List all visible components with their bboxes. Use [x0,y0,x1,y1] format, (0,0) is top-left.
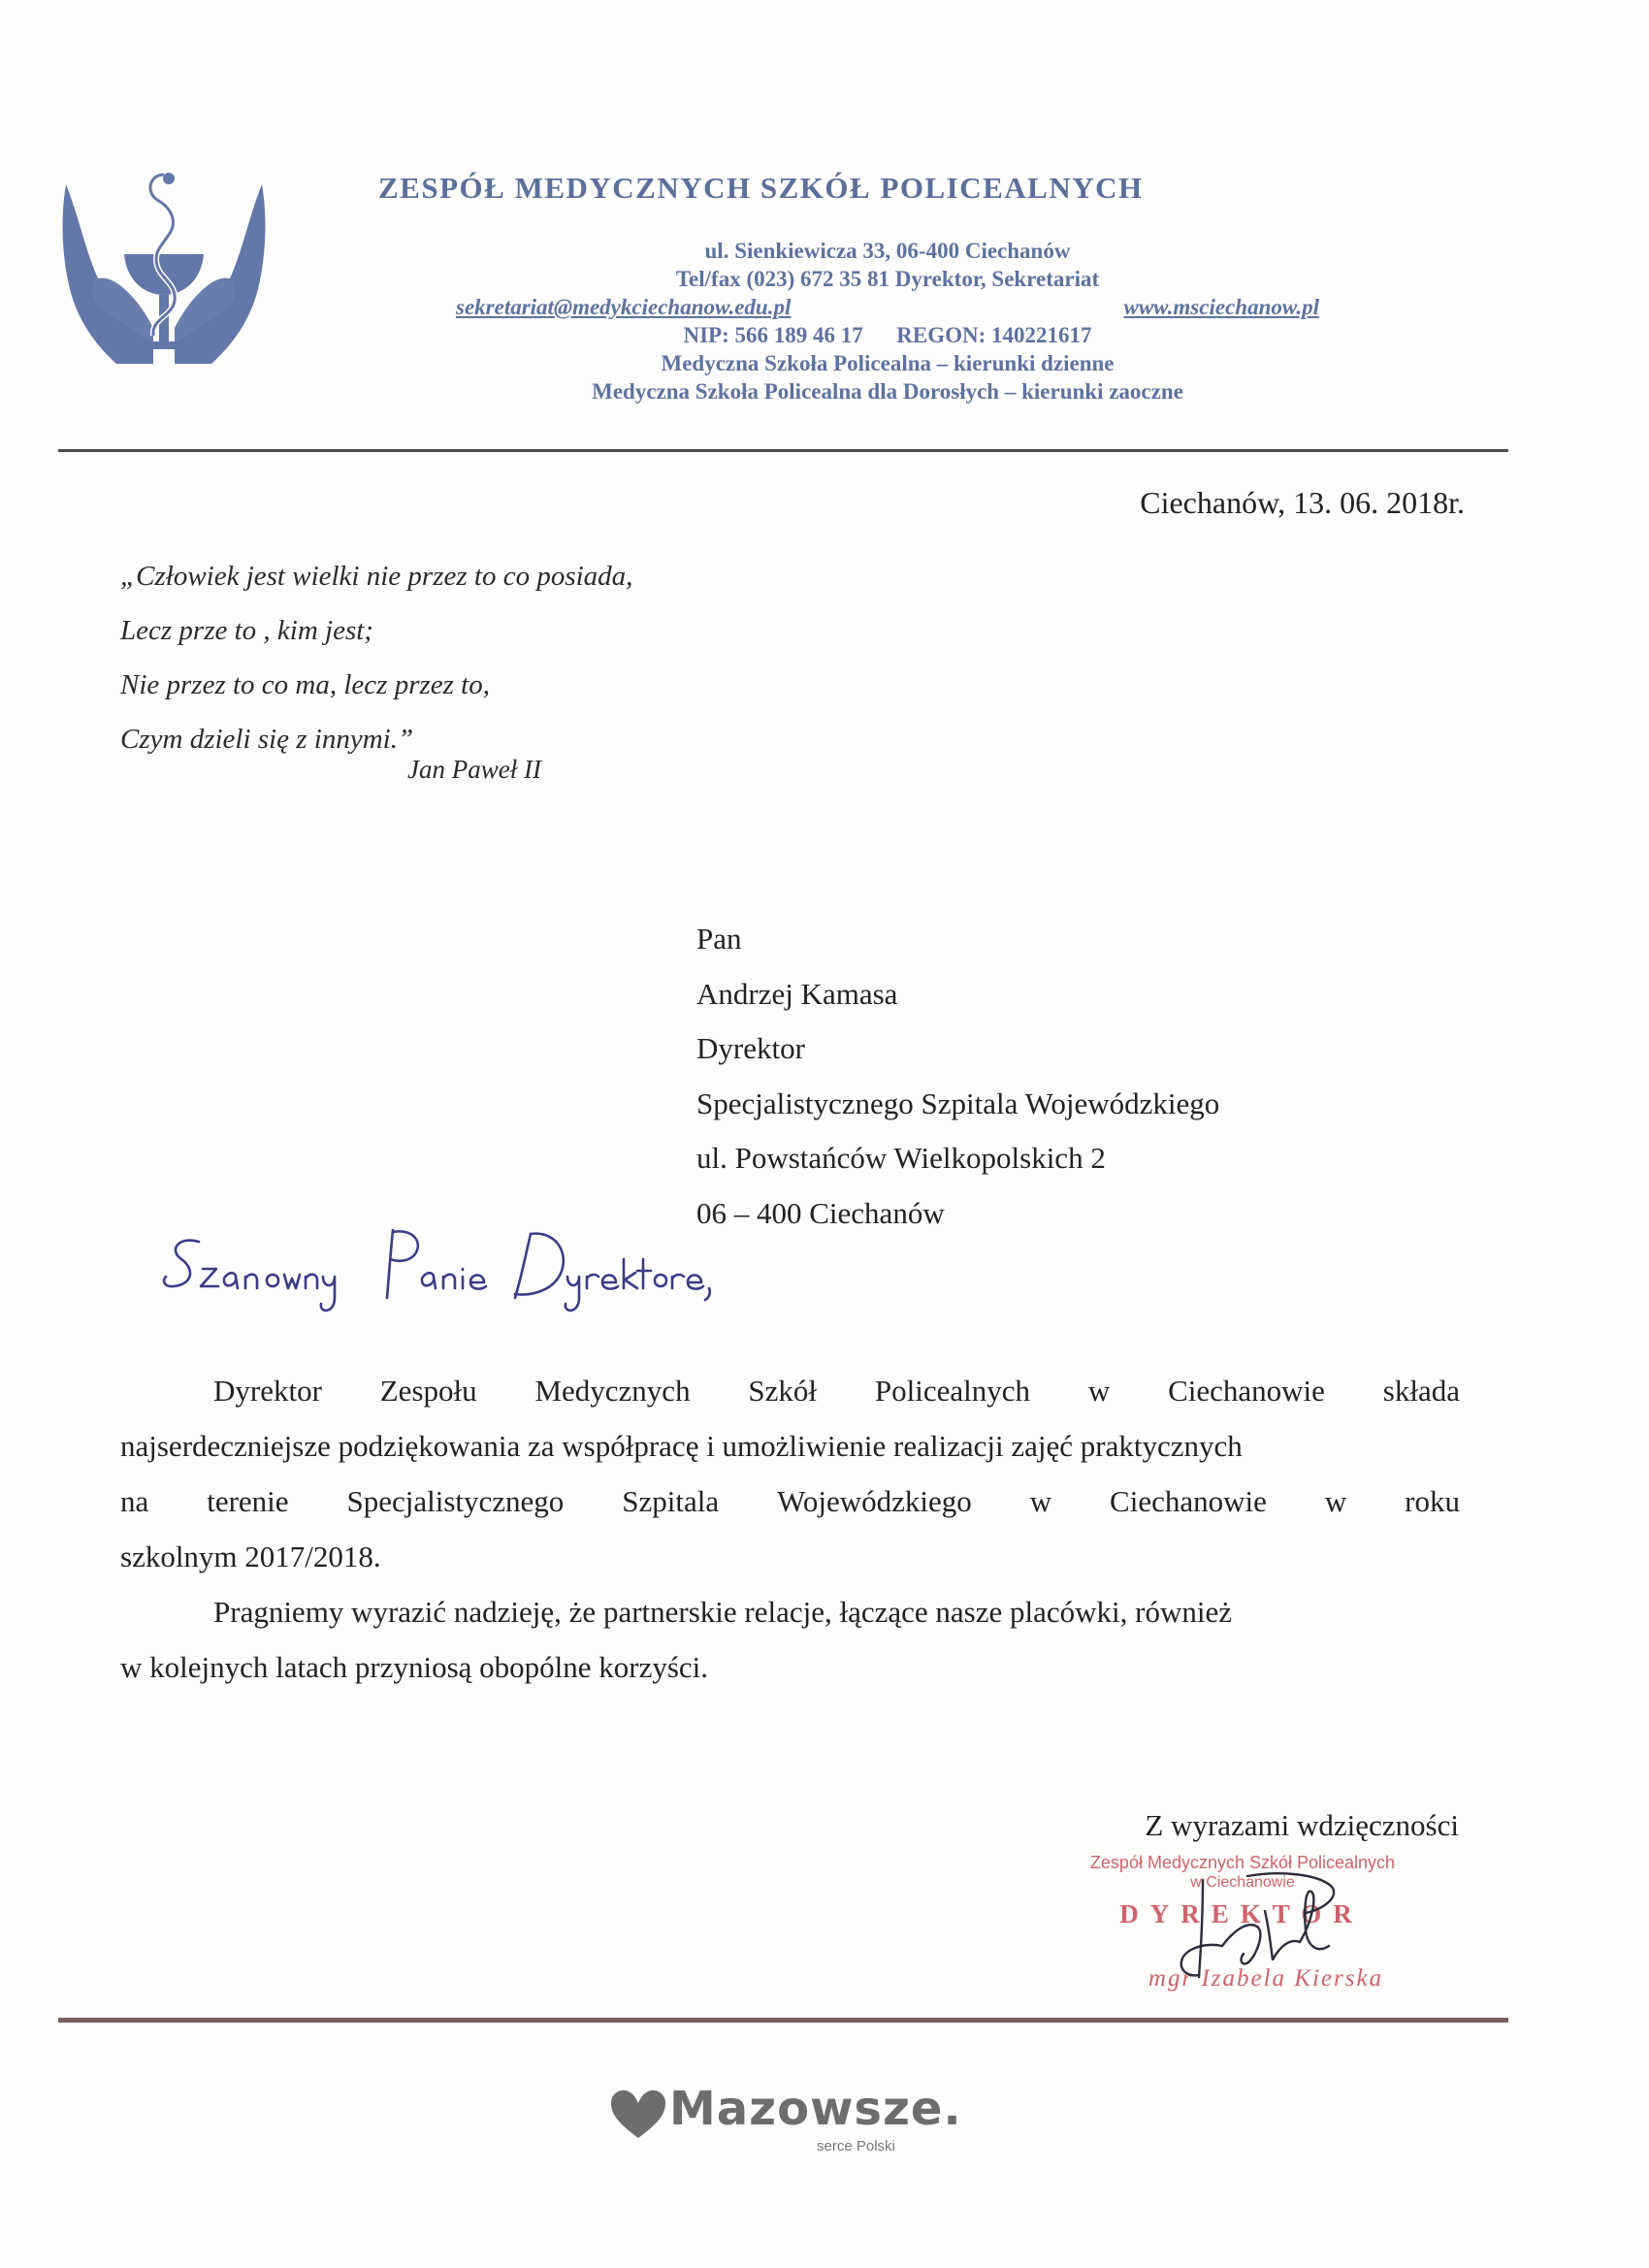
word: Szpitala [622,1484,720,1518]
school-logo-icon [56,165,272,367]
word: w [1087,1374,1111,1408]
word: roku [1405,1484,1460,1518]
brand-tagline: serce Polski [817,2138,895,2155]
word: Policealnych [874,1374,1031,1408]
email-link[interactable]: sekretariat@medykciechanow.edu.pl [456,295,792,319]
word: Wojewódzkiego [777,1484,972,1518]
word: terenie [207,1484,289,1518]
handwritten-salutation [160,1220,742,1327]
word: Dyrektor [213,1374,322,1408]
recipient-line: Dyrektor [696,1031,805,1065]
letterhead-phone: Tel/fax (023) 672 35 81 Dyrektor, Sekretariat [675,267,1100,291]
body-line [120,1474,1460,1529]
body-line-text [213,1363,1460,1418]
footer-divider [58,2018,1508,2023]
recipient-address [696,912,1569,1241]
stamp-city: w Ciechanowie [1190,1874,1295,1891]
word: Specjalistycznego [346,1484,565,1518]
quote-line: „Człowiek jest wielki nie przez to co posiada, [120,561,633,592]
recipient-line: Specjalistycznego Szpitala Wojewódzkiego [696,1085,1220,1120]
website-link[interactable]: www.msciechanow.pl [1123,295,1319,319]
quote-line: Czym dzieli się z innymi.” [120,724,414,755]
director-stamp [1057,1853,1426,1998]
closing-phrase: Z wyrazami wdzięczności [1145,1808,1459,1842]
word: Ciechanowie [1110,1484,1267,1518]
letterhead-contact [446,237,1329,405]
letterhead-school-day: Medyczna Szkoła Policealna – kierunki dzienne [661,351,1115,375]
letter-date: Ciechanów, 13. 06. 2018r. [1140,485,1465,520]
letterhead-ids: NIP: 566 189 46 17 REGON: 140221617 [683,323,1092,347]
recipient-line: ul. Powstańców Wielkopolskich 2 [696,1141,1106,1175]
quote-line: Lecz prze to , kim jest; [120,615,373,646]
school-name-heading: ZESPÓŁ MEDYCZNYCH SZKÓŁ POLICEALNYCH [378,171,1144,205]
word: w [1324,1484,1347,1518]
body-line: Pragniemy wyrazić nadzieję, że partnerskie relacje, łączące nasze placówki, również [213,1595,1232,1629]
letter-body [120,1363,1460,1695]
stamp-person: mgr Izabela Kierska [1148,1965,1384,1992]
stamp-school-name: Zespół Medycznych Szkół Policealnych [1089,1853,1396,1872]
word: Zespołu [379,1374,477,1408]
recipient-line: 06 – 400 Ciechanów [696,1195,945,1230]
mazowsze-brand [609,2082,962,2159]
body-line: w kolejnych latach przyniosą obopólne korzyści. [120,1650,709,1684]
word: na [120,1484,149,1518]
quote-author: Jan Paweł II [407,755,541,784]
signature-icon [1057,1853,1426,1998]
header-divider [58,449,1508,452]
letterhead-school-adult: Medyczna Szkoła Policealna dla Dorosłych – kierunki zaoczne [592,379,1183,404]
word: w [1029,1484,1052,1518]
recipient-line: Andrzej Kamasa [696,976,898,1011]
letterhead-links [446,293,1329,321]
quote-line: Nie przez to co ma, lecz przez to, [120,669,490,700]
body-line-text [120,1474,1460,1529]
letterhead-address: ul. Sienkiewicza 33, 06-400 Ciechanów [704,239,1071,263]
body-line: najserdeczniejsze podziękowania za współpracę i umożliwienie realizacji zajęć praktycznych [120,1429,1243,1463]
word: Medycznych [534,1374,691,1408]
brand-wordmark: Mazowsze. [669,2082,962,2136]
word: Szkół [748,1374,818,1408]
recipient-line: Pan [696,922,742,956]
word: Ciechanowie [1168,1374,1325,1408]
body-line [120,1363,1460,1418]
heart-icon [609,2088,667,2142]
quote-block [120,549,896,766]
stamp-title: DYREKTOR [1119,1899,1364,1928]
word: składa [1382,1374,1460,1408]
body-line: szkolnym 2017/2018. [120,1539,381,1573]
